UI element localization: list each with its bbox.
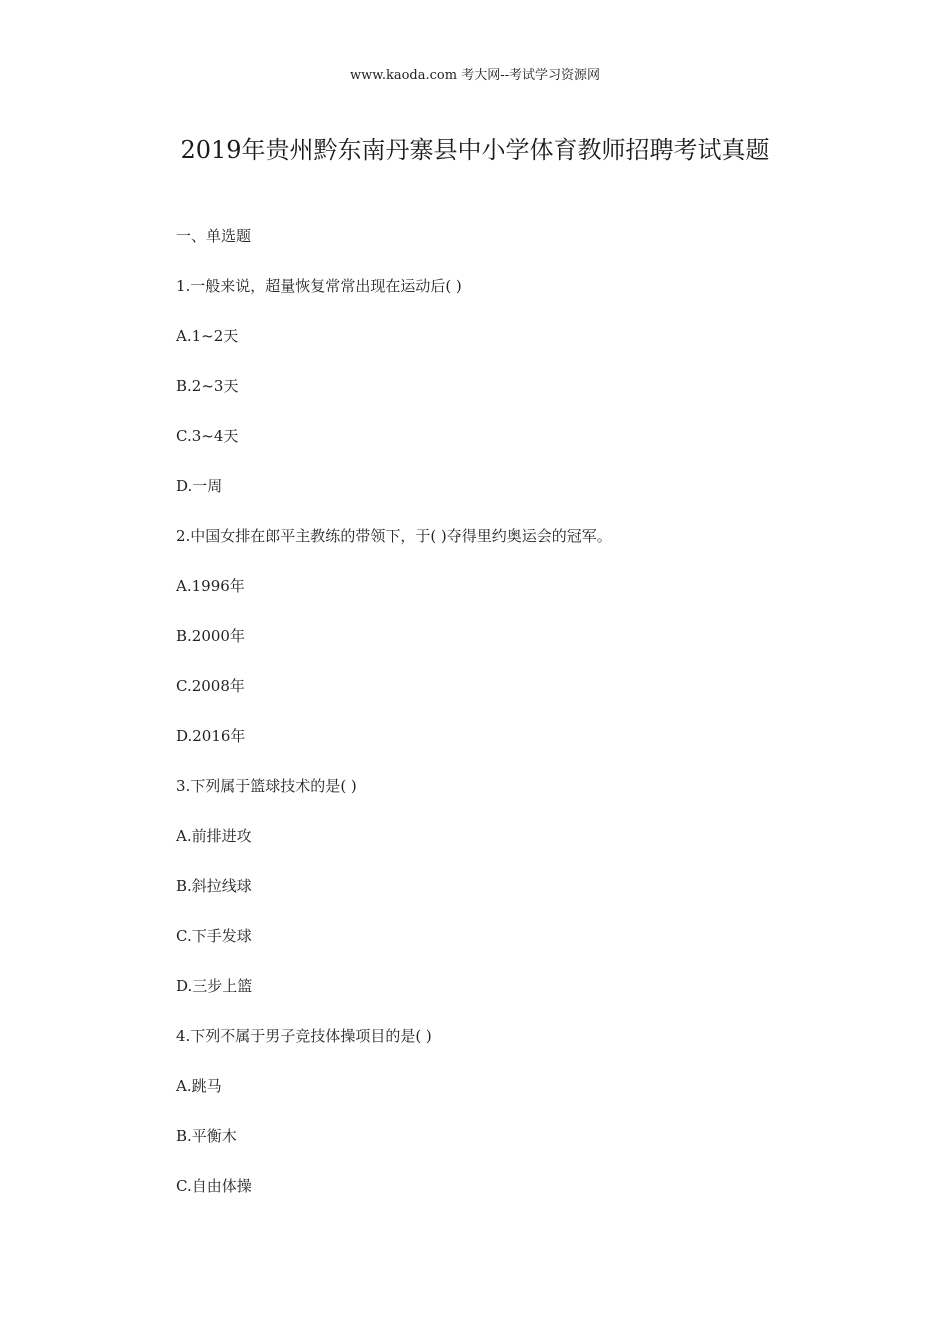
question-text: 4.下列不属于男子竞技体操项目的是( ) [176,1027,432,1045]
document-body [176,225,796,1225]
option-b: B.2000年 [176,627,245,645]
page-header: www.kaoda.com 考大网--考试学习资源网 [350,68,600,83]
question-text: 1.一般来说，超量恢复常常出现在运动后( ) [176,277,462,295]
option-c: C.自由体操 [176,1177,252,1195]
option-b: B.2~3天 [176,377,239,395]
option-a: A.跳马 [176,1077,222,1095]
option-a: A.1~2天 [176,327,239,345]
question-2 [176,525,796,775]
option-b: B.平衡木 [176,1127,237,1145]
option-c: C.下手发球 [176,927,252,945]
question-text: 2.中国女排在郎平主教练的带领下，于( )夺得里约奥运会的冠军。 [176,527,612,545]
option-d: D.一周 [176,477,223,495]
option-a: A.1996年 [176,577,245,595]
option-c: C.2008年 [176,677,245,695]
question-4 [176,1025,796,1225]
document-title: 2019年贵州黔东南丹寨县中小学体育教师招聘考试真题 [180,136,770,164]
question-text: 3.下列属于篮球技术的是( ) [176,777,357,795]
option-d: D.三步上篮 [176,977,253,995]
option-b: B.斜拉线球 [176,877,252,895]
question-3 [176,775,796,1025]
option-c: C.3~4天 [176,427,239,445]
section-heading: 一、单选题 [176,227,252,245]
option-d: D.2016年 [176,727,246,745]
option-a: A.前排进攻 [176,827,252,845]
question-1 [176,275,796,525]
